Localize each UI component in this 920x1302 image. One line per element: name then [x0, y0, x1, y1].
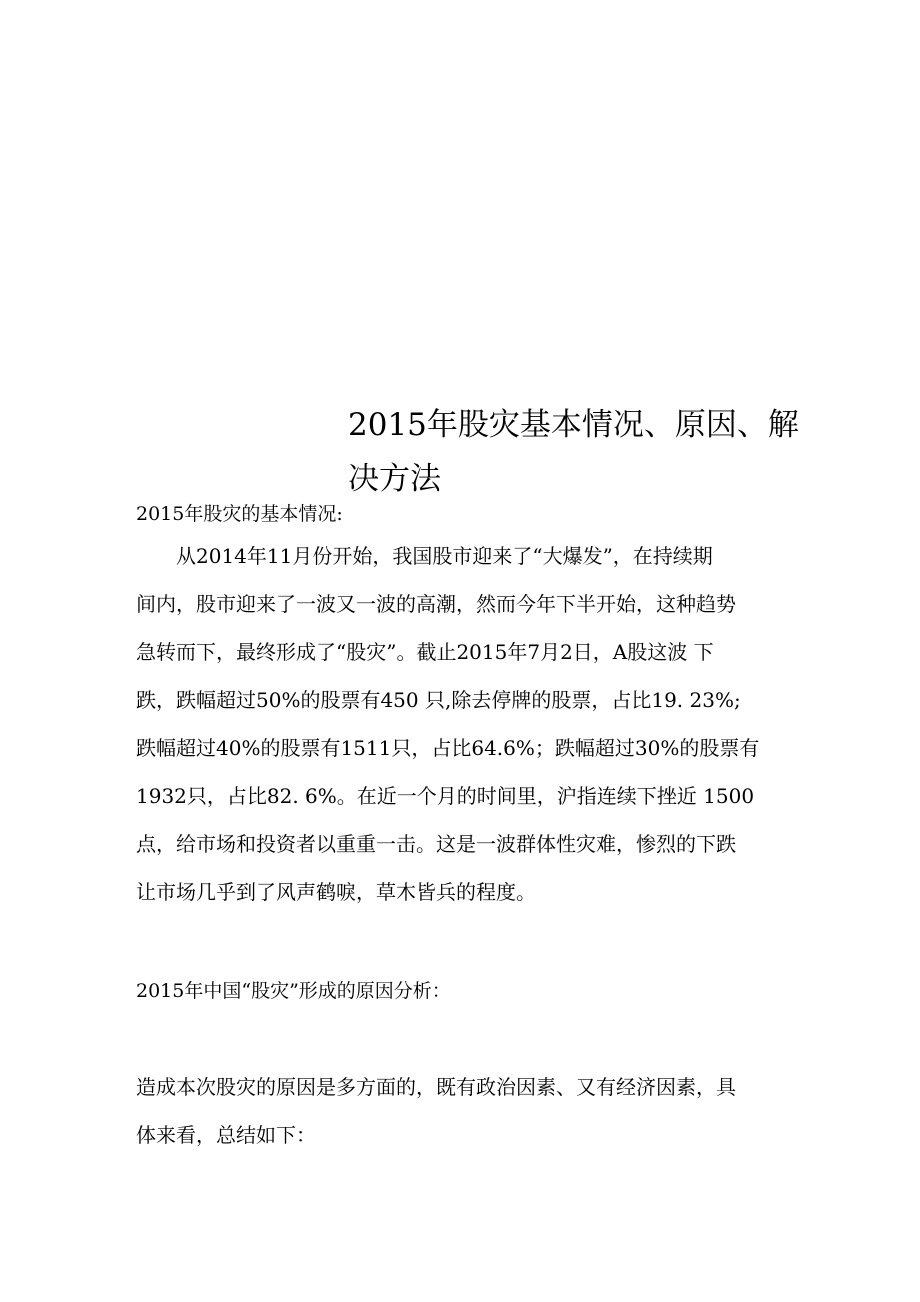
- title-line-2: 决方法: [348, 461, 441, 497]
- paragraph-basic-situation: [136, 532, 796, 916]
- paragraph-line: 体来看，总结如下：: [136, 1123, 316, 1147]
- paragraph-line: 跌幅超过40%的股票有1511只，占比64.6%；跌幅超过30%的股票有: [136, 736, 760, 760]
- section-heading-cause-analysis: 2015年中国“股灾”形成的原因分析：: [136, 980, 451, 1002]
- paragraph-line: 间内，股市迎来了一波又一波的高潮，然而今年下半开始，这种趋势: [136, 592, 736, 616]
- paragraph-line: 1932只，占比82. 6%。在近一个月的时间里，沪指连续下挫近 1500: [136, 784, 755, 808]
- title-line-1: 2015年股灾基本情况、原因、解: [348, 407, 799, 443]
- document-title: [348, 398, 798, 506]
- paragraph-line: 造成本次股灾的原因是多方面的，既有政治因素、又有经济因素，具: [136, 1075, 736, 1099]
- paragraph-causes: [136, 1063, 796, 1159]
- paragraph-line: 急转而下，最终形成了“股灾”。截止2015年7月2日，A股这波 下: [136, 640, 714, 664]
- paragraph-line: 点，给市场和投资者以重重一击。这是一波群体性灾难，惨烈的下跌: [136, 832, 736, 856]
- paragraph-line: 从2014年11月份开始，我国股市迎来了“大爆发”，在持续期: [176, 544, 713, 568]
- section-heading-basic-situation: 2015年股灾的基本情况:: [136, 503, 343, 525]
- paragraph-line: 让市场几乎到了风声鹤唳，草木皆兵的程度。: [136, 880, 536, 904]
- paragraph-line: 跌，跌幅超过50%的股票有450 只,除去停牌的股票，占比19. 23%;: [136, 688, 741, 712]
